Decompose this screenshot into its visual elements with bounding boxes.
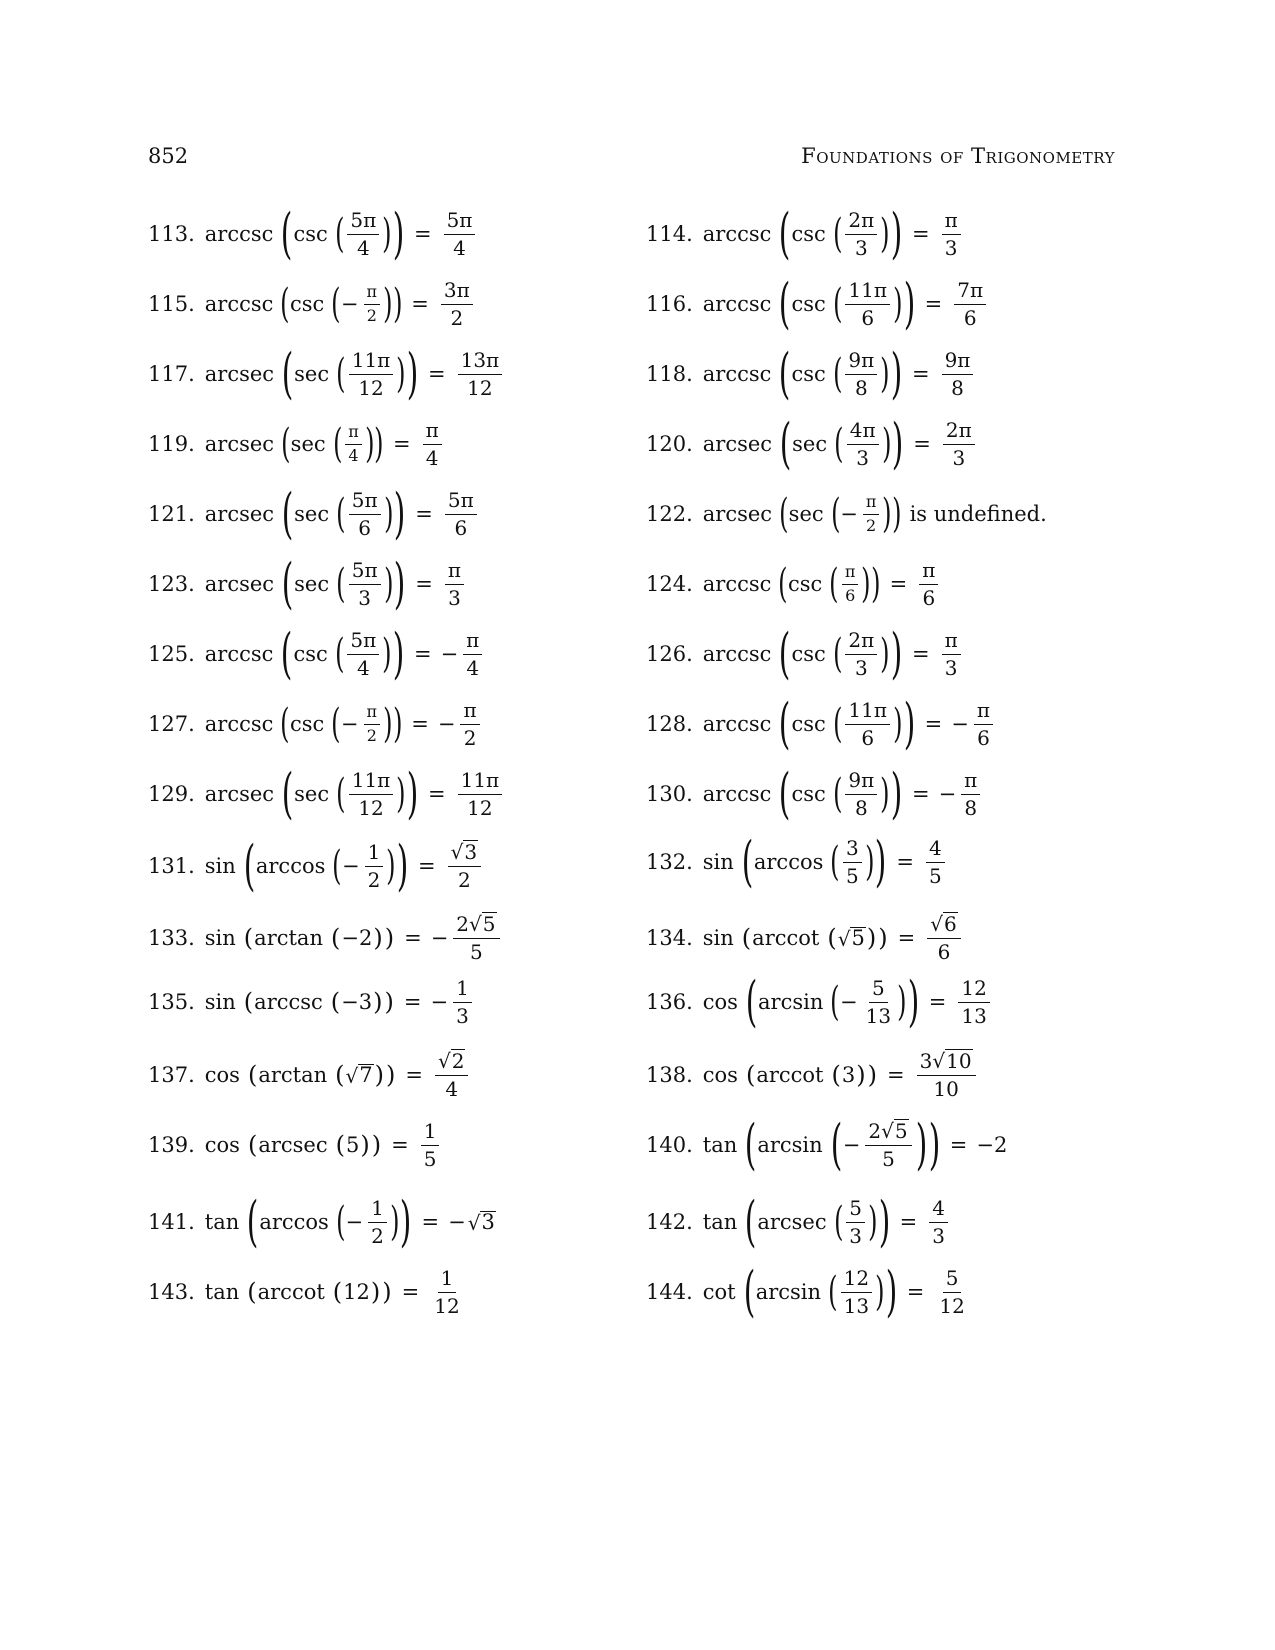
problem-132: 132. sin ( arccos ( $\frac{3}{5}$ ) ) = $\frac{4}{5}$ bbox=[646, 830, 948, 894]
argument-fraction: $\frac{9\pi}{8}$ bbox=[845, 769, 877, 820]
problem-114: 114. arccsc ( csc ( $\frac{2\pi}{3}$ ) ) = $\frac{\pi}{3}$ bbox=[646, 202, 964, 266]
argument-fraction: $\frac{5\pi}{3}$ bbox=[349, 559, 381, 610]
argument-fraction: $\frac{\pi}{4}$ bbox=[345, 423, 362, 465]
argument-fraction: $\frac{11\pi}{12}$ bbox=[349, 769, 394, 820]
problem-144: 144. cot ( arcsin ( $\frac{12}{13}$ ) ) = $\frac{5}{12}$ bbox=[646, 1260, 971, 1324]
answer-fraction: $\frac{5}{12}$ bbox=[939, 1265, 965, 1318]
problem-133: 133. sin ( arctan ( −2 ) ) = − 2 √ 5 5 bbox=[148, 906, 503, 970]
problem-130: 130. arccsc ( csc ( $\frac{9\pi}{8}$ ) ) = − $\frac{\pi}{8}$ bbox=[646, 762, 983, 826]
problem-134: 134. sin ( arccot ( √ 5 ) ) = √ 6 6 bbox=[646, 906, 964, 970]
problem-136: 136. cos ( arcsin ( − $\frac{5}{13}$ ) ) = $\frac{12}{13}$ bbox=[646, 970, 993, 1034]
answer-fraction: $\frac{3\pi}{2}$ bbox=[441, 279, 473, 330]
answer-fraction: 2 √ 5 5 bbox=[453, 912, 499, 964]
answer-fraction: $\frac{5\pi}{6}$ bbox=[445, 489, 477, 540]
problem-123: 123. arcsec ( sec ( $\frac{5\pi}{3}$ ) ) = $\frac{\pi}{3}$ bbox=[148, 552, 467, 616]
argument-fraction: $\frac{11\pi}{12}$ bbox=[349, 349, 394, 400]
page-number: 852 bbox=[148, 144, 189, 168]
problem-139: 139. cos ( arcsec ( 5 ) ) = $\frac{1}{5}$ bbox=[148, 1113, 442, 1177]
argument-fraction: $\frac{12}{13}$ bbox=[841, 1267, 872, 1318]
argument-fraction: $\frac{5}{3}$ bbox=[846, 1197, 865, 1248]
answer-fraction: √ 3 2 bbox=[448, 840, 481, 892]
answer-fraction: $\frac{4}{3}$ bbox=[929, 1197, 948, 1248]
answer-fraction: $\frac{7\pi}{6}$ bbox=[954, 279, 986, 330]
problem-115: 115. arccsc ( csc ( − $\frac{\pi}{2}$ ) ) = $\frac{3\pi}{2}$ bbox=[148, 272, 476, 336]
answer-radical: √ 3 bbox=[467, 1210, 495, 1235]
problem-142: 142. tan ( arcsec ( $\frac{5}{3}$ ) ) = $\frac{4}{3}$ bbox=[646, 1190, 951, 1254]
answer-value: −2 bbox=[976, 1132, 1008, 1157]
problem-127: 127. arccsc ( csc ( − $\frac{\pi}{2}$ ) ) = − $\frac{\pi}{2}$ bbox=[148, 692, 483, 756]
answer-fraction: $\frac{\pi}{3}$ bbox=[942, 629, 961, 680]
argument-fraction: $\frac{3}{5}$ bbox=[843, 837, 862, 888]
answer-fraction: $\frac{1}{5}$ bbox=[421, 1120, 440, 1171]
answer-fraction: $\frac{11\pi}{12}$ bbox=[458, 769, 503, 820]
argument-fraction: $\frac{9\pi}{8}$ bbox=[845, 349, 877, 400]
problem-119: 119. arcsec ( sec ( $\frac{\pi}{4}$ ) ) = $\frac{\pi}{4}$ bbox=[148, 412, 445, 476]
answer-fraction: 3 √ 10 10 bbox=[917, 1049, 976, 1101]
argument-fraction: $\frac{5}{13}$ bbox=[865, 975, 892, 1028]
argument-fraction: $\frac{4\pi}{3}$ bbox=[847, 419, 879, 470]
argument-fraction: $\frac{11\pi}{6}$ bbox=[845, 699, 890, 750]
problem-138: 138. cos ( arccot ( 3 ) ) = 3 √ 10 10 bbox=[646, 1043, 979, 1107]
answer-fraction: $\frac{12}{13}$ bbox=[958, 977, 989, 1028]
answer-fraction: $\frac{2\pi}{3}$ bbox=[943, 419, 975, 470]
problem-125: 125. arccsc ( csc ( $\frac{5\pi}{4}$ ) ) = − $\frac{\pi}{4}$ bbox=[148, 622, 485, 686]
argument-fraction: $\frac{\pi}{2}$ bbox=[364, 703, 381, 745]
answer-fraction: $\frac{13\pi}{12}$ bbox=[458, 349, 503, 400]
problem-117: 117. arcsec ( sec ( $\frac{11\pi}{12}$ ) ) = $\frac{13\pi}{12}$ bbox=[148, 342, 505, 406]
problem-116: 116. arccsc ( csc ( $\frac{11\pi}{6}$ ) ) = $\frac{7\pi}{6}$ bbox=[646, 272, 989, 336]
answer-fraction: $\frac{\pi}{6}$ bbox=[919, 559, 938, 610]
problem-126: 126. arccsc ( csc ( $\frac{2\pi}{3}$ ) ) = $\frac{\pi}{3}$ bbox=[646, 622, 964, 686]
argument-fraction: $\frac{5\pi}{4}$ bbox=[347, 209, 379, 260]
problem-131: 131. sin ( arccos ( − $\frac{1}{2}$ ) ) = √ 3 2 bbox=[148, 834, 484, 898]
problem-120: 120. arcsec ( sec ( $\frac{4\pi}{3}$ ) ) = $\frac{2\pi}{3}$ bbox=[646, 412, 978, 476]
problem-129: 129. arcsec ( sec ( $\frac{11\pi}{12}$ ) ) = $\frac{11\pi}{12}$ bbox=[148, 762, 505, 826]
problem-124: 124. arccsc ( csc ( $\frac{\pi}{6}$ ) ) = $\frac{\pi}{6}$ bbox=[646, 552, 941, 616]
answer-fraction: $\frac{\pi}{6}$ bbox=[974, 699, 993, 750]
answer-fraction: $\frac{\pi}{2}$ bbox=[460, 699, 479, 750]
argument-fraction: $\frac{2\pi}{3}$ bbox=[845, 209, 877, 260]
answer-fraction: $\frac{\pi}{4}$ bbox=[463, 629, 482, 680]
problem-122: 122. arcsec ( sec ( − $\frac{\pi}{2}$ ) ) is undefined. bbox=[646, 491, 1047, 537]
answer-fraction: √ 6 6 bbox=[927, 912, 960, 964]
answer-fraction: $\frac{1}{3}$ bbox=[453, 977, 472, 1028]
problem-141: 141. tan ( arccos ( − $\frac{1}{2}$ ) ) = − √ 3 bbox=[148, 1190, 495, 1253]
running-head: Foundations of Trigonometry bbox=[801, 144, 1115, 168]
answer-fraction: $\frac{\pi}{3}$ bbox=[445, 559, 464, 610]
problem-135: 135. sin ( arccsc ( −3 ) ) = − $\frac{1}{3}$ bbox=[148, 970, 475, 1034]
answer-fraction: $\frac{\pi}{8}$ bbox=[961, 769, 980, 820]
argument-fraction: $\frac{\pi}{2}$ bbox=[364, 283, 381, 325]
problem-143: 143. tan ( arccot ( 12 ) ) = $\frac{1}{12}$ bbox=[148, 1260, 466, 1324]
problem-128: 128. arccsc ( csc ( $\frac{11\pi}{6}$ ) ) = − $\frac{\pi}{6}$ bbox=[646, 692, 996, 756]
argument-fraction: 2 √ 5 5 bbox=[865, 1119, 911, 1171]
argument-fraction: $\frac{\pi}{2}$ bbox=[863, 493, 880, 535]
argument-fraction: $\frac{1}{2}$ bbox=[368, 1197, 387, 1248]
argument-fraction: $\frac{\pi}{6}$ bbox=[842, 563, 859, 605]
argument-fraction: $\frac{5\pi}{4}$ bbox=[347, 629, 379, 680]
answer-fraction: √ 2 4 bbox=[435, 1049, 468, 1101]
problem-121: 121. arcsec ( sec ( $\frac{5\pi}{6}$ ) ) = $\frac{5\pi}{6}$ bbox=[148, 482, 480, 546]
answer-fraction: $\frac{9\pi}{8}$ bbox=[942, 349, 974, 400]
answer-fraction: $\frac{\pi}{4}$ bbox=[423, 419, 442, 470]
problem-140: 140. tan ( arcsin ( − 2 √ 5 5 ) ) = −2 bbox=[646, 1113, 1008, 1176]
argument-fraction: $\frac{5\pi}{6}$ bbox=[349, 489, 381, 540]
problem-118: 118. arccsc ( csc ( $\frac{9\pi}{8}$ ) ) = $\frac{9\pi}{8}$ bbox=[646, 342, 976, 406]
answer-fraction: $\frac{5\pi}{4}$ bbox=[444, 209, 476, 260]
problem-113: 113. arccsc ( csc ( $\frac{5\pi}{4}$ ) ) = $\frac{5\pi}{4}$ bbox=[148, 202, 478, 266]
answer-fraction: $\frac{\pi}{3}$ bbox=[942, 209, 961, 260]
argument-fraction: $\frac{1}{2}$ bbox=[365, 841, 384, 892]
argument-fraction: $\frac{11\pi}{6}$ bbox=[845, 279, 890, 330]
answer-text: is undefined. bbox=[909, 501, 1047, 526]
argument-fraction: $\frac{2\pi}{3}$ bbox=[845, 629, 877, 680]
problem-137: 137. cos ( arctan ( √ 7 ) ) = √ 2 4 bbox=[148, 1043, 471, 1107]
answer-fraction: $\frac{4}{5}$ bbox=[926, 837, 945, 888]
answer-fraction: $\frac{1}{12}$ bbox=[434, 1265, 460, 1318]
